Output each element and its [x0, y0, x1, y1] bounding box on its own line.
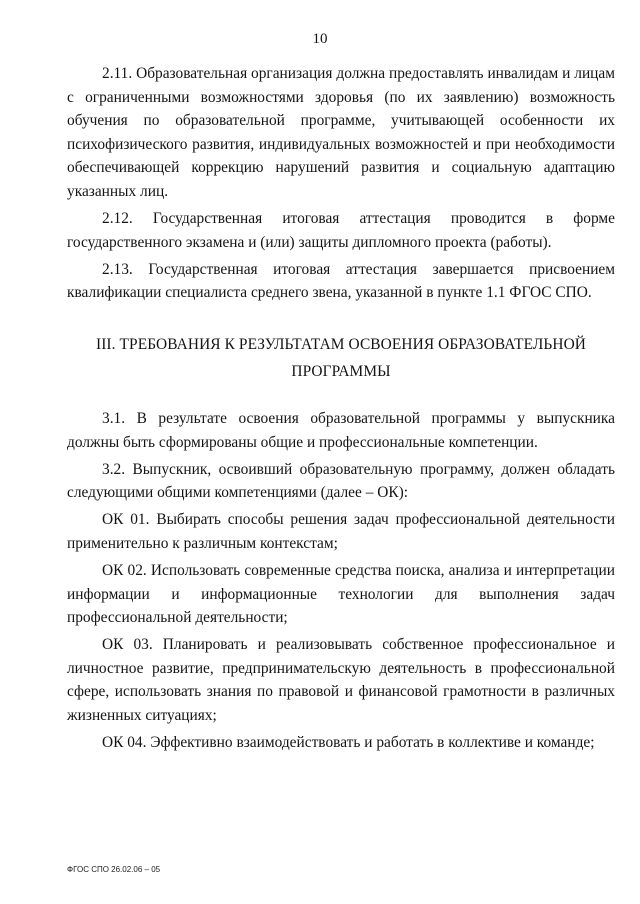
competency-ok-04: ОК 04. Эффективно взаимодействовать и работать в коллективе и команде; [102, 734, 595, 752]
competency-ok-01: ОК 01. Выбирать способы решения задач профессиональной деятельности применительно к различным контекстам; [67, 511, 615, 552]
section-heading-line-2: ПРОГРАММЫ [291, 362, 391, 380]
competency-ok-03: ОК 03. Планировать и реализовывать собственное профессиональное и личностное развитие, предпринимательскую деятельность в профессиональной сфере, использовать знания по правовой и финансовой грамотности в различных жизненных ситуациях; [67, 636, 615, 725]
section-heading [67, 331, 615, 385]
paragraph-2-12: 2.12. Государственная итоговая аттестация проводится в форме государственного экзамена и (или) защиты дипломного проекта (работы). [67, 210, 615, 251]
paragraph-2-13: 2.13. Государственная итоговая аттестация завершается присвоением квалификации специалиста среднего звена, указанной в пункте 1.1 ФГОС СПО. [67, 260, 615, 302]
section-heading-line-1: III. ТРЕБОВАНИЯ К РЕЗУЛЬТАТАМ ОСВОЕНИЯ ОБРАЗОВАТЕЛЬНОЙ [95, 335, 587, 353]
document-body [67, 62, 615, 758]
paragraph-3-1: 3.1. В результате освоения образовательной программы у выпускника должны быть сформированы общие и профессиональные компетенции. [67, 409, 615, 451]
document-footer: ФГОС СПО 26.02.06 – 05 [67, 865, 161, 874]
page-number: 10 [312, 31, 328, 47]
paragraph-3-2: 3.2. Выпускник, освоивший образовательную программу, должен обладать следующими общими компетенциями (далее – ОК): [67, 460, 615, 502]
competency-ok-02: ОК 02. Использовать современные средства поиска, анализа и интерпретации информации и информационные технологии для выполнения задач профессиональной деятельности; [67, 562, 615, 627]
paragraph-2-11: 2.11. Образовательная организация должна предоставлять инвалидам и лицам с ограниченными возможностями здоровья (по их заявлению) возможность обучения по образовательной программе, учитывающей особенности их психофизического развития, индивидуальных возможностей и при необходимости обеспечивающей коррекцию нарушений развития и социальную адаптацию указанных лиц. [67, 65, 615, 200]
